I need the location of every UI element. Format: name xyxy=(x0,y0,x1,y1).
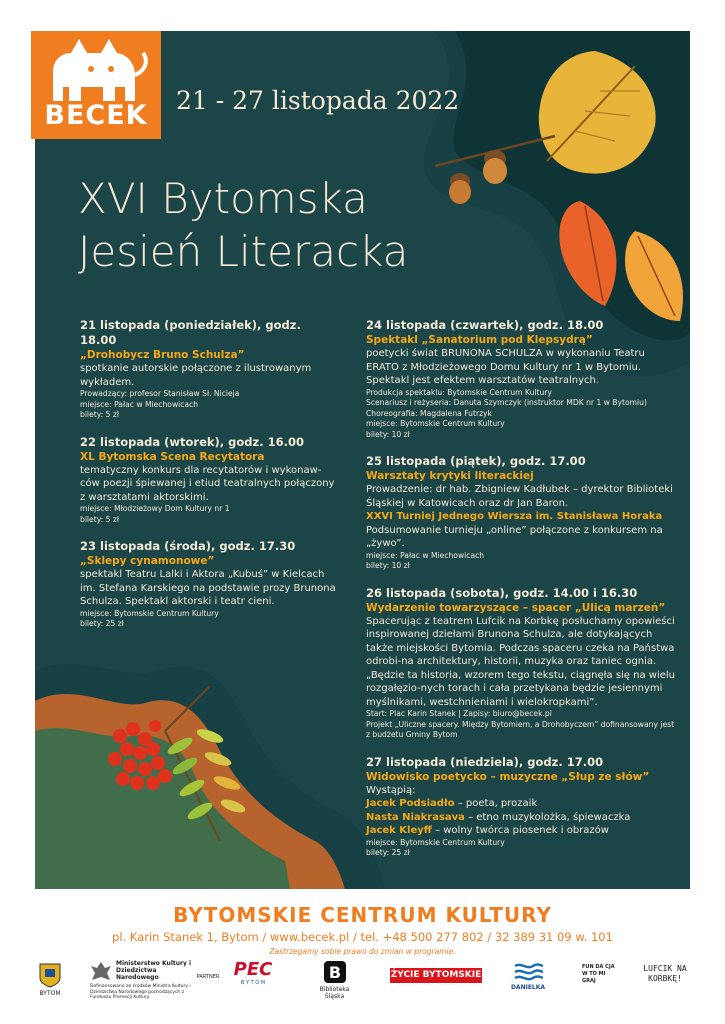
event-meta: Produkcja spektaklu: Bytomskie Centrum Kultury xyxy=(366,387,552,397)
event-meta: bilety: 5 zł xyxy=(80,410,119,419)
event-date: 22 listopada (wtorek), godz. 16.00 xyxy=(80,434,304,449)
becek-logo[interactable] xyxy=(31,31,161,139)
performer-name: Jacek Kleyff xyxy=(366,825,432,836)
performer-row xyxy=(366,824,676,838)
pec-label: PEC xyxy=(233,959,273,980)
events-right-column xyxy=(366,318,676,873)
event-description: Prowadzenie: dr hab. Zbigniew Kadłubek – dyrektor Biblioteki Śląskiej w Katowicach oraz dr Jan Baron. xyxy=(366,484,673,509)
event-meta: bilety: 5 zł xyxy=(80,514,119,524)
ministry-note: Dofinansowano ze środków Ministra Kultury i Dziedzictwa Narodowego pochodzących z Funduszu Promocji Kultury xyxy=(90,984,191,1000)
bytom-label: BYTOM xyxy=(39,990,61,997)
lufcik-logo[interactable]: LUFCIK NA KORBKĘ! xyxy=(643,964,687,983)
event-description-2: Podsumowanie turnieju „online” połączone z konkursem na „żywo”. xyxy=(366,524,663,549)
event-date: 27 listopada (niedziela), godz. 17.00 xyxy=(366,754,604,769)
ministry-label: Ministerstwo Kultury i Dziedzictwa Narodowego xyxy=(116,960,192,981)
event-22 xyxy=(80,435,340,526)
performer-name: Jacek Podsiadło xyxy=(366,798,455,809)
date-range: 21 - 27 listopada 2022 xyxy=(176,86,460,115)
bytom-logo[interactable] xyxy=(34,962,66,997)
event-25 xyxy=(366,454,676,572)
fundacja-logo[interactable]: FUN DA CJA W TO MI GRAJ xyxy=(582,964,615,984)
performer-row xyxy=(366,797,676,811)
event-meta: bilety: 10 zł xyxy=(366,561,410,570)
page-title xyxy=(78,172,408,278)
event-meta: bilety: 10 zł xyxy=(366,429,410,439)
event-description: tematyczny konkurs dla recytatorów i wykonaw-ców poezji śpiewanej i etiud teatralnych połączony z warsztatami aktorskimi. xyxy=(80,464,335,503)
performer-row xyxy=(366,811,676,825)
event-27 xyxy=(366,755,676,859)
bytom-crest-icon xyxy=(38,962,62,988)
event-date: 26 listopada (sobota), godz. 14.00 i 16.30 xyxy=(366,585,638,600)
partner-logos xyxy=(30,960,695,1010)
org-name: BYTOMSKIE CENTRUM KULTURY xyxy=(173,903,552,927)
event-meta: miejsce: Pałac w Miechowicach xyxy=(366,550,485,560)
eagle-icon xyxy=(90,960,112,984)
event-title: Spektakl „Sanatorium pod Klepsydrą” xyxy=(366,334,593,346)
event-title: „Drohobycz Bruno Schulza” xyxy=(80,349,245,361)
title-line-2: Jesień Literacka xyxy=(78,227,409,276)
title-line-1: XVI Bytomska xyxy=(78,174,368,223)
event-meta: miejsce: Bytomskie Centrum Kultury xyxy=(366,837,505,847)
fox-icon xyxy=(31,31,161,111)
event-meta: Start: Plac Karin Stanek | Zapisy: biuro@becek.pl xyxy=(366,709,552,718)
disclaimer-note: Zastrzegamy sobie prawo do zmian w programie. xyxy=(269,947,456,956)
ministry-logo[interactable] xyxy=(90,960,200,1001)
partner-label: PARTNER xyxy=(196,974,220,980)
biblioteka-logo[interactable] xyxy=(312,960,357,1000)
logo-text: BECEK xyxy=(44,100,148,131)
event-meta: Scenariusz i reżyseria: Danuta Szymczyk (instruktor MDK nr 1 w Bytomiu) xyxy=(366,398,647,407)
event-description: Spacerując z teatrem Lufcik na Korbkę posłuchamy opowieści inspirowanej dziełami Brunona Schulza, ale dotykających także miejskości Bytomia. Podczas spaceru czeka na Państwa odrobi-na architektury, historii, muzyka oraz taniec ognia. „Będzie ta historia, wzorem tego tekstu, ciągnęła się na wielu rozgałęzio-nych torach i cała przetykana będzie jesiennymi myślnikami, westchnieniami i wielokropkami”. xyxy=(366,615,676,708)
danielka-logo[interactable] xyxy=(508,960,548,991)
event-meta: miejsce: Młodzieżowy Dom Kultury nr 1 xyxy=(80,504,230,513)
event-21 xyxy=(80,318,340,421)
event-26 xyxy=(366,586,676,741)
danielka-waves-icon xyxy=(513,960,543,982)
events-left-column xyxy=(80,318,340,644)
event-title: Widowisko poetycko – muzyczne „Słup ze słów” xyxy=(366,770,650,783)
performer-role: – wolny twórca piosenek i obrazów xyxy=(431,825,609,836)
event-23 xyxy=(80,539,340,630)
event-meta: Choreografia: Magdalena Futrzyk xyxy=(366,408,492,418)
event-title: Warsztaty krytyki literackiej xyxy=(366,470,534,482)
pec-sub: B Y T O M xyxy=(240,980,266,986)
event-title: XL Bytomska Scena Recytatora xyxy=(80,450,265,463)
svg-text:B: B xyxy=(328,963,341,982)
danielka-label: DANIELKA xyxy=(510,984,546,991)
biblioteka-label: Biblioteka Śląska xyxy=(319,986,350,1000)
event-meta: Projekt „Uliczne spacery. Między Bytomiem, a Drohobyczem” dofinansowany jest z budżetu Gminy Bytom xyxy=(366,719,675,739)
performer-role: – poeta, prozaik xyxy=(454,798,538,809)
event-date: 23 listopada (środa), godz. 17.30 xyxy=(80,539,296,553)
event-intro: Wystąpią: xyxy=(366,784,416,796)
event-date: 25 listopada (piątek), godz. 17.00 xyxy=(366,454,586,468)
event-title: „Sklepy cynamonowe” xyxy=(80,555,215,567)
event-description: spotkanie autorskie połączone z ilustrowanym wykładem. xyxy=(80,363,312,388)
event-description: spektakl Teatru Lalki i Aktora „Kubuś” w Kielcach im. Stefana Karskiego na podstawie prozy Brunona Schulza. Spektakl aktorski i teatr cieni. xyxy=(80,569,336,607)
zycie-logo[interactable]: ŻYCIE BYTOMSKIE xyxy=(390,968,482,983)
biblioteka-icon xyxy=(323,960,347,984)
event-meta: miejsce: Pałac w Miechowicach xyxy=(80,399,199,409)
event-highlight: XXVI Turniej Jednego Wiersza im. Stanisława Horaka xyxy=(366,511,663,522)
event-meta: bilety: 25 zł xyxy=(80,619,124,628)
event-date: 21 listopada (poniedziałek), godz. 18.00 xyxy=(80,318,301,347)
event-24 xyxy=(366,318,676,440)
event-description: poetycki świat BRUNONA SCHULZA w wykonaniu Teatru ERATO z Młodzieżowego Domu Kultury nr 1 w Bytomiu. Spektakl jest efektem warsztatów teatralnych. xyxy=(366,348,645,386)
event-meta: miejsce: Bytomskie Centrum Kultury xyxy=(80,608,219,618)
performer-name: Nasta Niakrasava xyxy=(366,811,465,823)
event-title: Wydarzenie towarzyszące – spacer „Ulicą marzeń” xyxy=(366,601,666,614)
event-date: 24 listopada (czwartek), godz. 18.00 xyxy=(366,318,604,332)
event-meta: bilety: 25 zł xyxy=(366,848,410,857)
org-address[interactable]: pl. Karin Stanek 1, Bytom / www.becek.pl / tel. +48 500 277 802 / 32 389 31 09 w. 101 xyxy=(112,930,613,944)
event-meta: Prowadzący: profesor Stanisław Sł. Nicieja xyxy=(80,389,240,398)
event-meta: miejsce: Bytomskie Centrum Kultury xyxy=(366,419,505,428)
pec-logo[interactable] xyxy=(228,960,278,986)
performer-role: – etno muzykolożka, śpiewaczka xyxy=(464,811,631,823)
